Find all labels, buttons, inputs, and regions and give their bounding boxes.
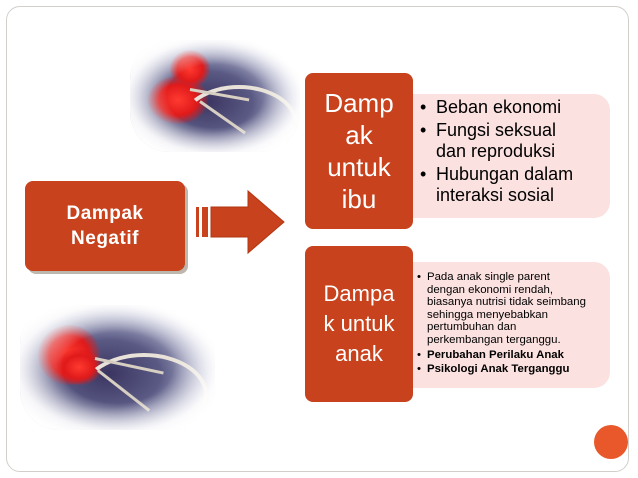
cooking-photo-bottom <box>20 305 215 430</box>
tile-ibu <box>305 73 413 229</box>
list-item: • Fungsi seksual dan reproduksi <box>420 120 557 161</box>
list-ibu <box>420 97 608 208</box>
right-arrow-icon <box>196 189 291 255</box>
dampak-negatif-box <box>25 181 185 271</box>
cooking-photo-top <box>130 40 300 152</box>
list-item: • Hubungan dalam interaksi sosial <box>420 164 574 205</box>
list-item: • Pada anak single parent dengan ekonomi rendah, biasanya nutrisi tidak seimbang sehingga menyebabkan pertumbuhan dan perkembangan terganggu. <box>417 271 586 346</box>
list-item: • Perubahan Perilaku Anak <box>417 348 564 361</box>
tile-anak-title: Dampa k untuk anak <box>323 281 395 366</box>
page-marker-circle <box>594 425 628 459</box>
tile-ibu-title: Damp ak untuk ibu <box>324 88 394 214</box>
list-anak <box>417 271 609 378</box>
list-item: • Psikologi Anak Terganggu <box>417 363 570 376</box>
dampak-negatif-label: Dampak Negatif <box>66 203 144 249</box>
list-item: • Beban ekonomi <box>420 97 562 117</box>
tile-anak <box>305 246 413 402</box>
